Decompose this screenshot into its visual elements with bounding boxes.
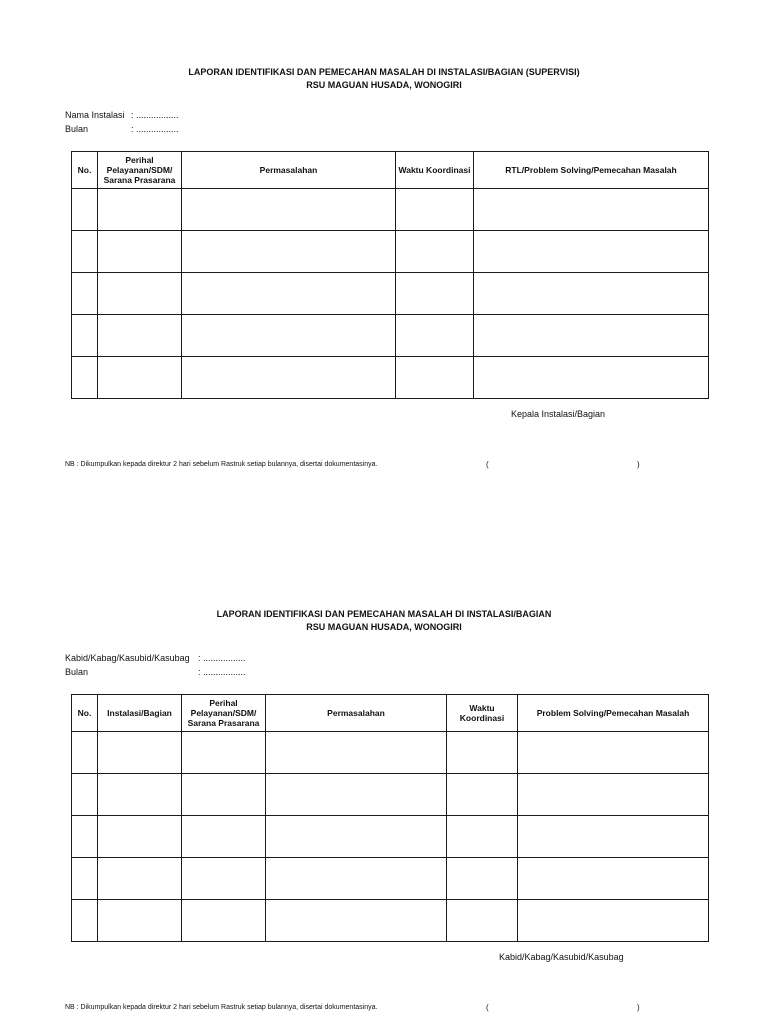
form2-title-line2: RSU MAGUAN HUSADA, WONOGIRI [306, 622, 462, 632]
table-cell[interactable] [72, 900, 98, 942]
table-cell[interactable] [72, 858, 98, 900]
table-row [72, 273, 709, 315]
table-cell[interactable] [396, 315, 474, 357]
form2-field1-value: : ................. [198, 653, 246, 663]
table-cell[interactable] [98, 315, 182, 357]
table-cell[interactable] [98, 858, 182, 900]
table-cell[interactable] [518, 774, 709, 816]
table-cell[interactable] [98, 900, 182, 942]
table-cell[interactable] [447, 858, 518, 900]
table-row [72, 816, 709, 858]
form1-signature-open-paren: ( [486, 460, 489, 469]
form1-field1-label: Nama Instalasi [65, 110, 125, 120]
table-cell[interactable] [98, 732, 182, 774]
table-cell[interactable] [518, 858, 709, 900]
form2-signer-title: Kabid/Kabag/Kasubid/Kasubag [499, 952, 624, 962]
table-cell[interactable] [396, 273, 474, 315]
form2-col-permasalahan: Permasalahan [266, 695, 447, 732]
table-row [72, 774, 709, 816]
form2-signature-open-paren: ( [486, 1003, 489, 1012]
table-cell[interactable] [518, 732, 709, 774]
form1-title-line2: RSU MAGUAN HUSADA, WONOGIRI [306, 80, 462, 90]
form1-signature-close-paren: ) [637, 460, 640, 469]
form2-col-no: No. [72, 695, 98, 732]
form2-field2-label: Bulan [65, 667, 89, 677]
form2-title-line1: LAPORAN IDENTIFIKASI DAN PEMECAHAN MASALAH DI INSTALASI/BAGIAN [216, 609, 552, 619]
table-cell[interactable] [182, 357, 396, 399]
form2-col-problem-solving: Problem Solving/Pemecahan Masalah [518, 695, 709, 732]
table-cell[interactable] [396, 231, 474, 273]
table-cell[interactable] [72, 774, 98, 816]
form1-title [0, 66, 768, 92]
table-row [72, 189, 709, 231]
form2-table [71, 694, 709, 942]
table-cell[interactable] [72, 357, 98, 399]
table-cell[interactable] [98, 816, 182, 858]
table-cell[interactable] [98, 774, 182, 816]
table-cell[interactable] [182, 315, 396, 357]
table-cell[interactable] [474, 189, 709, 231]
form1-title-line1: LAPORAN IDENTIFIKASI DAN PEMECAHAN MASALAH DI INSTALASI/BAGIAN (SUPERVISI) [188, 67, 580, 77]
table-cell[interactable] [182, 273, 396, 315]
form1-signer-title: Kepala Instalasi/Bagian [511, 409, 606, 419]
form1-field1-value: : ................. [131, 110, 179, 120]
table-cell[interactable] [447, 732, 518, 774]
table-cell[interactable] [72, 732, 98, 774]
table-cell[interactable] [98, 357, 182, 399]
table-cell[interactable] [98, 189, 182, 231]
form2-note: NB : Dikumpulkan kepada direktur 2 hari sebelum Rastruk setiap bulannya, disertai dokumentasinya. [65, 1004, 378, 1011]
table-cell[interactable] [518, 816, 709, 858]
table-cell[interactable] [266, 732, 447, 774]
form1-field2-label: Bulan [65, 124, 89, 134]
table-cell[interactable] [396, 357, 474, 399]
table-cell[interactable] [72, 273, 98, 315]
table-cell[interactable] [266, 774, 447, 816]
table-cell[interactable] [447, 774, 518, 816]
form2-title [0, 608, 768, 634]
form2-signature-close-paren: ) [637, 1003, 640, 1012]
form1-col-waktu: Waktu Koordinasi [396, 152, 474, 189]
table-cell[interactable] [474, 357, 709, 399]
table-row [72, 900, 709, 942]
table-cell[interactable] [182, 231, 396, 273]
table-cell[interactable] [182, 774, 266, 816]
form2-field1-label: Kabid/Kabag/Kasubid/Kasubag [65, 653, 190, 663]
table-cell[interactable] [182, 900, 266, 942]
form1-col-permasalahan: Permasalahan [182, 152, 396, 189]
table-row [72, 357, 709, 399]
table-cell[interactable] [474, 273, 709, 315]
table-cell[interactable] [98, 231, 182, 273]
table-cell[interactable] [72, 231, 98, 273]
table-row [72, 732, 709, 774]
table-cell[interactable] [474, 315, 709, 357]
table-cell[interactable] [474, 231, 709, 273]
table-cell[interactable] [447, 816, 518, 858]
table-cell[interactable] [266, 858, 447, 900]
form2-col-perihal: Perihal Pelayanan/SDM/ Sarana Prasarana [182, 695, 266, 732]
form2-field2-value: : ................. [198, 667, 246, 677]
table-cell[interactable] [72, 315, 98, 357]
form1-header-row [72, 152, 709, 189]
table-row [72, 315, 709, 357]
table-cell[interactable] [72, 816, 98, 858]
table-cell[interactable] [182, 816, 266, 858]
table-row [72, 231, 709, 273]
form2-header-row [72, 695, 709, 732]
table-cell[interactable] [447, 900, 518, 942]
table-cell[interactable] [396, 189, 474, 231]
table-cell[interactable] [98, 273, 182, 315]
table-cell[interactable] [182, 858, 266, 900]
form2-col-instalasi: Instalasi/Bagian [98, 695, 182, 732]
table-cell[interactable] [266, 900, 447, 942]
table-cell[interactable] [518, 900, 709, 942]
form1-col-perihal: Perihal Pelayanan/SDM/ Sarana Prasarana [98, 152, 182, 189]
table-cell[interactable] [182, 189, 396, 231]
form2-col-waktu: Waktu Koordinasi [447, 695, 518, 732]
form1-table [71, 151, 709, 399]
table-cell[interactable] [266, 816, 447, 858]
table-cell[interactable] [182, 732, 266, 774]
form1-col-no: No. [72, 152, 98, 189]
form1-col-rtl: RTL/Problem Solving/Pemecahan Masalah [474, 152, 709, 189]
form1-note: NB : Dikumpulkan kepada direktur 2 hari sebelum Rastruk setiap bulannya, disertai dokumentasinya. [65, 461, 378, 468]
table-cell[interactable] [72, 189, 98, 231]
form1-field2-value: : ................. [131, 124, 179, 134]
table-row [72, 858, 709, 900]
